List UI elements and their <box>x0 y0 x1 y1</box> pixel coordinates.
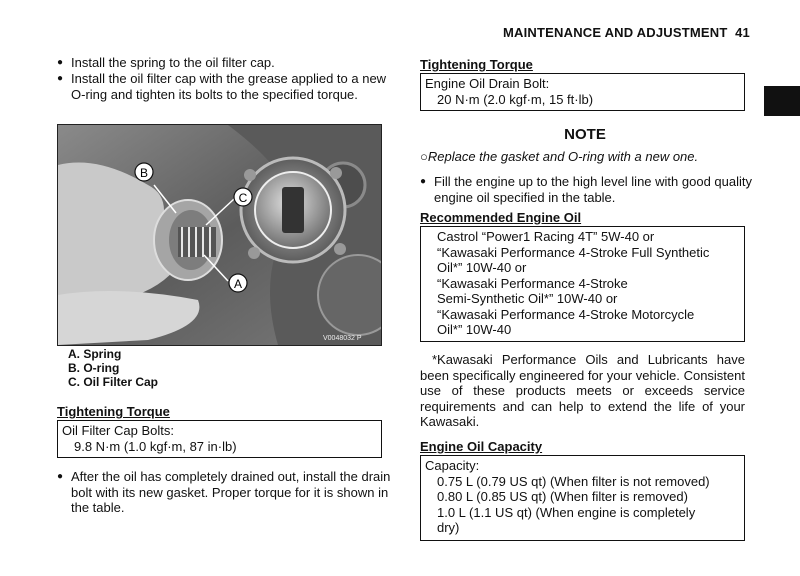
note-title: NOTE <box>564 126 606 143</box>
oil-section-title: Recommended Engine Oil <box>420 210 582 225</box>
page-number: 41 <box>735 25 750 40</box>
left-torque-title: Tightening Torque <box>57 404 170 419</box>
callout-c <box>234 188 252 206</box>
svg-text:A: A <box>233 277 243 291</box>
oil-line: “Kawasaki Performance 4-Stroke Motorcycle <box>437 306 695 322</box>
capacity-label: Capacity: <box>425 458 480 473</box>
left-torque-value: 9.8 N·m (1.0 kgf·m, 87 in·lb) <box>74 438 237 454</box>
caption-c: C. Oil Filter Cap <box>68 375 159 389</box>
caption-b: B. O-ring <box>68 361 120 375</box>
kawasaki-oil-paragraph: *Kawasaki Performance Oils and Lubricants have been specifically engineered for your vehicle. Consistent use of these products meets or exceeds service requirements and can help to extend the life of your Kawasaki. <box>420 352 745 429</box>
left-torque-box <box>57 420 382 458</box>
svg-text:B: B <box>139 166 149 180</box>
bullet-install-cap: ● Install the oil filter cap with the grease applied to a new O-ring and tighten its bolts to the specified torque. <box>57 71 396 102</box>
oil-line: “Kawasaki Performance 4-Stroke <box>437 275 628 291</box>
capacity-line: 0.80 L (0.85 US qt) (When filter is removed) <box>437 489 688 504</box>
oil-recommendation-box <box>420 226 745 342</box>
photo-illustration <box>58 125 381 345</box>
oil-line: Oil*” 10W-40 or <box>437 260 527 275</box>
caption-a: A. Spring <box>68 347 122 361</box>
figure-captions <box>68 347 158 389</box>
bullet-install-spring: ● Install the spring to the oil filter cap. <box>57 55 396 71</box>
callout-b <box>135 163 153 181</box>
image-code: V0048032 P <box>323 335 362 342</box>
right-torque-box <box>420 73 745 111</box>
note-text: ○Replace the gasket and O-ring with a new one. <box>420 149 699 164</box>
bullet-fill-engine: ● Fill the engine up to the high level line with good quality engine oil specified in the table. <box>420 174 759 205</box>
oil-line: Castrol “Power1 Racing 4T” 5W-40 or <box>437 229 655 244</box>
page-header <box>470 25 750 41</box>
capacity-box <box>420 455 745 541</box>
oil-filter-photo <box>57 124 382 346</box>
oil-line: “Kawasaki Performance 4-Stroke Full Synthetic <box>437 244 710 260</box>
header-title: MAINTENANCE AND ADJUSTMENT <box>502 25 728 40</box>
left-torque-label: Oil Filter Cap Bolts: <box>62 423 174 438</box>
capacity-title: Engine Oil Capacity <box>420 439 543 454</box>
svg-text:C: C <box>238 191 248 205</box>
capacity-line: 1.0 L (1.1 US qt) (When engine is completely <box>437 504 696 520</box>
bullet-install-drain-bolt: ● After the oil has completely drained out, install the drain bolt with its new gasket. Proper torque for it is shown in the table. <box>57 469 396 516</box>
right-torque-label: Engine Oil Drain Bolt: <box>425 76 550 91</box>
right-torque-value: 20 N·m (2.0 kgf·m, 15 ft·lb) <box>437 91 594 107</box>
right-torque-title: Tightening Torque <box>420 57 533 72</box>
capacity-line: 0.75 L (0.79 US qt) (When filter is not removed) <box>437 473 710 489</box>
callout-a <box>229 274 247 292</box>
oil-line: Oil*” 10W-40 <box>437 322 512 337</box>
thumb-index-tab <box>764 86 800 116</box>
oil-line: Semi-Synthetic Oil*” 10W-40 or <box>437 291 618 306</box>
capacity-line: dry) <box>437 520 460 535</box>
